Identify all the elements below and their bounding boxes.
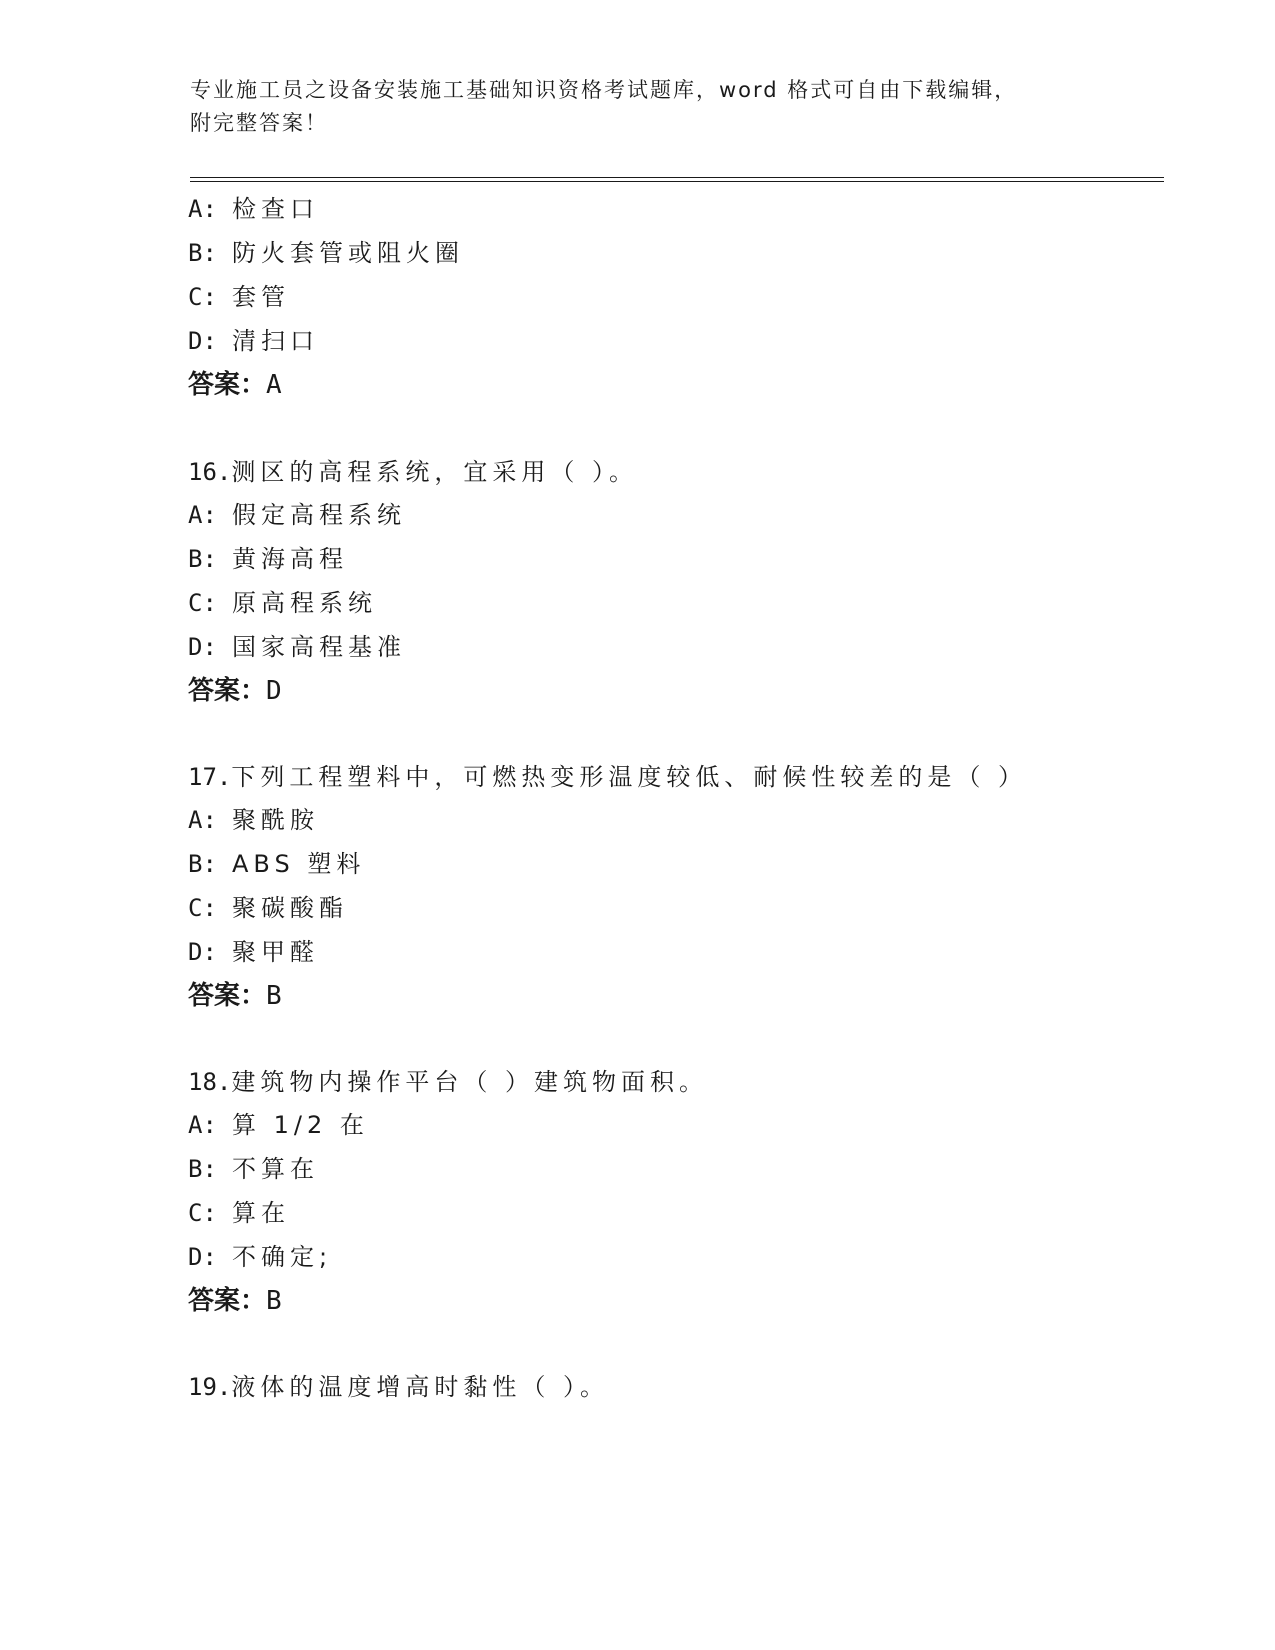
answer-value: D [266, 676, 282, 706]
option-text: 清扫口 [232, 327, 319, 355]
q17-option-a [188, 804, 319, 836]
option-label: A: [188, 1111, 217, 1139]
q17-option-c [188, 892, 348, 924]
q17-question [188, 761, 1027, 793]
question-text: 液体的温度增高时黏性（ ）。 [231, 1373, 609, 1401]
q18-option-b [188, 1153, 319, 1185]
header-divider-bottom [190, 181, 1164, 182]
option-text: 黄海高程 [232, 545, 348, 573]
option-text: 不算在 [232, 1155, 319, 1183]
question-text: 下列工程塑料中，可燃热变形温度较低、耐候性较差的是（ ） [231, 763, 1027, 791]
answer-label: 答案： [188, 370, 267, 400]
option-text: 套管 [232, 283, 290, 311]
option-label: C: [188, 589, 217, 617]
option-label: B: [188, 850, 217, 878]
option-label: C: [188, 283, 217, 311]
option-text: 不确定; [232, 1243, 333, 1271]
q15-option-d [188, 325, 319, 357]
option-text: 检查口 [232, 195, 319, 223]
question-number: 17. [188, 763, 232, 791]
header-line-1: 专业施工员之设备安装施工基础知识资格考试题库，word 格式可自由下载编辑， [190, 78, 1018, 102]
q16-answer [188, 674, 282, 708]
answer-label: 答案： [188, 981, 267, 1011]
option-label: A: [188, 195, 217, 223]
answer-value: B [266, 1286, 282, 1316]
header-line-2: 附完整答案！ [190, 111, 328, 135]
option-text: 防火套管或阻火圈 [232, 239, 464, 267]
document-header [190, 74, 1090, 140]
q18-question [188, 1066, 708, 1098]
question-number: 19. [188, 1373, 232, 1401]
q18-option-a [188, 1109, 369, 1141]
header-divider-top [190, 177, 1164, 178]
option-text: 算 1/2 在 [232, 1111, 369, 1139]
option-label: D: [188, 633, 217, 661]
answer-value: A [266, 370, 282, 400]
q15-option-c [188, 281, 290, 313]
option-label: C: [188, 894, 217, 922]
q17-option-d [188, 936, 319, 968]
option-label: B: [188, 545, 217, 573]
answer-label: 答案： [188, 1286, 267, 1316]
option-label: B: [188, 1155, 217, 1183]
option-text: 假定高程系统 [232, 501, 406, 529]
option-label: D: [188, 1243, 217, 1271]
option-label: D: [188, 938, 217, 966]
q15-answer [188, 368, 282, 402]
q19-question [188, 1371, 609, 1403]
q16-option-a [188, 499, 406, 531]
question-number: 16. [188, 458, 232, 486]
answer-label: 答案： [188, 676, 267, 706]
q16-question [188, 456, 638, 488]
q15-option-a [188, 193, 319, 225]
question-number: 18. [188, 1068, 232, 1096]
question-text: 测区的高程系统，宜采用（ ）。 [231, 458, 638, 486]
option-text: 算在 [232, 1199, 290, 1227]
option-text: ABS 塑料 [232, 850, 366, 878]
option-text: 原高程系统 [232, 589, 377, 617]
q18-answer [188, 1284, 282, 1318]
option-text: 聚碳酸酯 [232, 894, 348, 922]
q16-option-d [188, 631, 406, 663]
option-label: B: [188, 239, 217, 267]
option-text: 国家高程基准 [232, 633, 406, 661]
option-text: 聚甲醛 [232, 938, 319, 966]
q17-answer [188, 979, 282, 1013]
q17-option-b [188, 848, 365, 880]
q18-option-d [188, 1241, 332, 1273]
q16-option-b [188, 543, 348, 575]
option-label: A: [188, 806, 217, 834]
answer-value: B [266, 981, 282, 1011]
q18-option-c [188, 1197, 290, 1229]
option-label: C: [188, 1199, 217, 1227]
question-text: 建筑物内操作平台（ ）建筑物面积。 [231, 1068, 708, 1096]
option-label: A: [188, 501, 217, 529]
option-text: 聚酰胺 [232, 806, 319, 834]
q16-option-c [188, 587, 377, 619]
option-label: D: [188, 327, 217, 355]
q15-option-b [188, 237, 464, 269]
